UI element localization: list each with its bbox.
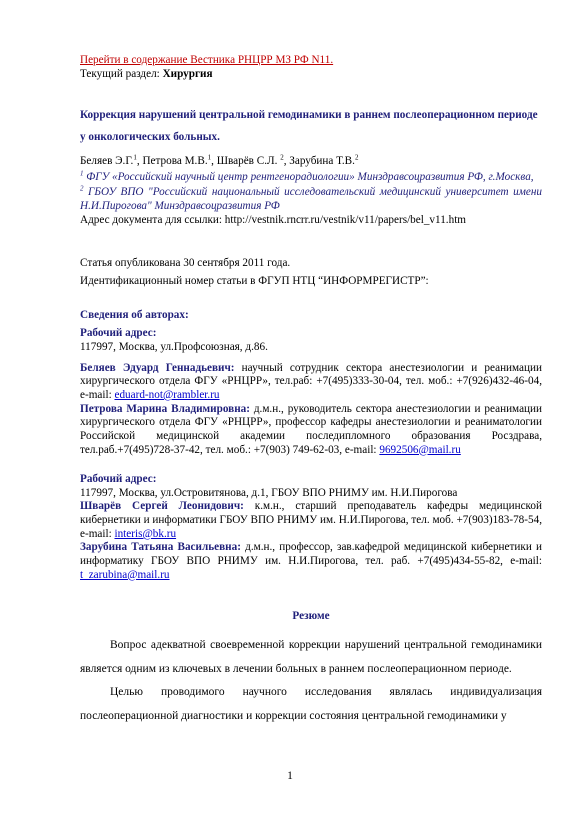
work-address: 117997, Москва, ул.Профсоюзная, д.86. — [80, 340, 268, 353]
author: Зарубина Т.В. — [289, 155, 355, 167]
work-address-label: Рабочий адрес: — [80, 327, 157, 340]
authors-heading: Сведения об авторах: — [80, 308, 189, 321]
section-name: Хирургия — [162, 67, 213, 80]
address-url: http://vestnik.rncrr.ru/vestnik/v11/papers/bel_v11.htm — [224, 213, 466, 226]
author-info: Зарубина Татьяна Васильевна: д.м.н., профессор, зав.кафедрой медицинской кибернетики и информатику ГБОУ ВПО РНИМУ им. Н.И.Пирогова, тел. раб. +7(495)434-55-82, e-mail: t_zarubina@mail.ru — [80, 541, 542, 581]
contents-link[interactable]: Перейти в содержание Вестника РНЦРР МЗ РФ N11. — [80, 54, 334, 66]
work-address-label: Рабочий адрес: — [80, 473, 157, 486]
registry-id: Идентификационный номер статьи в ФГУП НТЦ “ИНФОРМРЕГИСТР”: — [80, 274, 429, 287]
section-label: Текущий раздел: — [80, 67, 163, 80]
work-address: 117997, Москва, ул.Островитянова, д.1, ГБОУ ВПО РНИМУ им. Н.И.Пирогова — [80, 486, 458, 499]
author-list: Беляев Э.Г.$^1$, Петрова М.В.$^1$, Шварёв С.Л. $^2$, Зарубина Т.В.$^2$ — [80, 153, 359, 167]
affiliation: $^2$ ГБОУ ВПО "Российский национальный исследовательский медицинский университет имени Н.И.Пирогова" Минздравсоцразвития РФ — [80, 184, 542, 212]
resume-heading: Резюме — [292, 610, 330, 623]
author: Беляев Э.Г. — [80, 155, 134, 167]
article-title: Коррекция нарушений центральной гемодинамики в раннем послеоперационном периоде у онкологических больных. — [80, 109, 538, 144]
email-link[interactable]: eduard-not@rambler.ru — [114, 388, 220, 401]
resume-paragraph: Целью проводимого научного исследования являлась индивидуализация послеоперационной диагностики и коррекции состояния центральной гемодинамики у — [80, 686, 542, 722]
email-link[interactable]: interis@bk.ru — [114, 527, 177, 540]
author-info: Шварёв Сергей Леонидович: к.м.н., старший преподаватель кафедры медицинской кибернетики и информатики ГБОУ ВПО РНИМУ им. Н.И.Пирогова, тел. моб. +7(903)183-78-54, e-mail: interis@bk.ru — [80, 500, 542, 540]
author-info: Беляев Эдуард Геннадьевич: научный сотрудник сектора анестезиологии и реанимации хирургического отдела ФГУ «РНЦРР», тел.раб: +7(495)333-30-04, тел. моб.: +7(926)432-46-04, e-mail: eduard-not@rambler.ru — [80, 361, 542, 401]
email-link[interactable]: 9692506@mail.ru — [379, 443, 461, 456]
author-info: Петрова Марина Владимировна: д.м.н., руководитель сектора анестезиологии и реанимации хирургического отдела ФГУ «РНЦРР», профессор кафедры анестезиологии и реаниматологии Российской медицинской академии последипломного образования Росздрава, тел.раб.+7(495)728-37-42, тел. моб.: +7(903) 749-62-03, e-mail: 9692506@mail.ru — [80, 402, 542, 456]
email-link[interactable]: t_zarubina@mail.ru — [80, 568, 170, 581]
resume-paragraph: Вопрос адекватной своевременной коррекции нарушений центральной гемодинамики является одним из ключевых в лечении больных в раннем послеоперационном периоде. — [80, 639, 542, 675]
published-date: Статья опубликована 30 сентября 2011 года. — [80, 257, 291, 270]
author: Шварёв С.Л. — [216, 155, 278, 167]
affiliation: $^1$ ФГУ «Российский научный центр рентгенорадиологии» Минздравсоцразвития РФ, г.Москва, — [80, 168, 534, 183]
resume-body — [80, 634, 542, 728]
page-number: 1 — [287, 770, 293, 782]
header — [80, 54, 542, 81]
author: Петрова М.В. — [142, 155, 208, 167]
address-line: Адрес документа для ссылки: http://vestnik.rncrr.ru/vestnik/v11/papers/bel_v11.htm — [80, 213, 466, 226]
document-page — [80, 54, 542, 728]
